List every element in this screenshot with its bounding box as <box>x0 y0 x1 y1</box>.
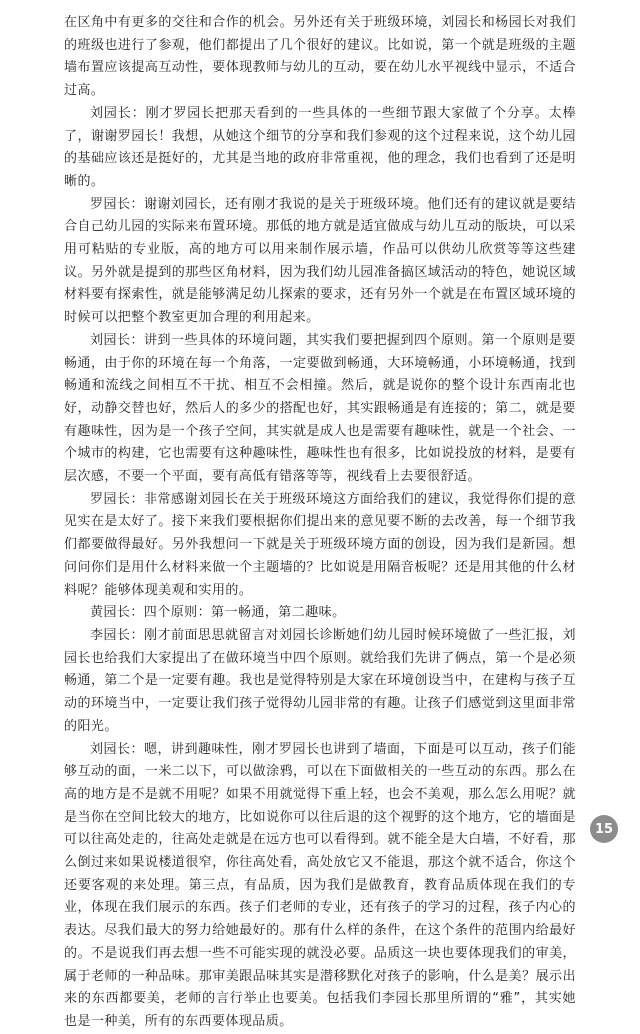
body-text <box>64 12 576 1034</box>
paragraph: 在区角中有更多的交往和合作的机会。另外还有关于班级环境，刘园长和杨园长对我们的班级也进行了参观，他们都提出了几个很好的建议。比如说，第一个就是班级的主题墙布置应该提高互动性，要体现教师与幼儿的互动，要在幼儿水平视线中显示，不适合过高。 <box>64 15 576 99</box>
paragraph: 罗园长：非常感谢刘园长在关于班级环境这方面给我们的建议，我觉得你们提的意见实在是太好了。接下来我们要根据你们提出来的意见要不断的去改善，每一个细节我们都要做得最好。另外我想问一下就是关于班级环境方面的创设，因为我们是新园。想问问你们是用什么材料来做一个主题墙的？比如说是用隔音板呢？还是用其他的什么材料呢？能够体现美观和实用的。 <box>64 491 576 598</box>
paragraph: 黄园长：四个原则：第一畅通，第二趣味。 <box>90 605 346 621</box>
paragraph: 刘园长：讲到一些具体的环境问题，其实我们要把握到四个原则。第一个原则是要畅通，由于你的环境在每一个角落，一定要做到畅通，大环境畅通，小环境畅通，找到畅通和流线之间相互不干扰、相互不会相撞。然后，就是说你的整个设计东西南北也好，动静交替也好，然后人的多少的搭配也好，其实跟畅通是有连接的；第二，就是要有趣味性，因为是一个孩子空间，其实就是成人也是需要有趣味性，就是一个社会、一个城市的构建，它也需要有这种趣味性，趣味性也有很多，比如说投放的材料，是要有层次感，不要一个平面，要有高低有错落等等，视线看上去要很舒适。 <box>64 332 576 485</box>
paragraph: 刘园长：嗯，讲到趣味性，刚才罗园长也讲到了墙面，下面是可以互动，孩子们能够互动的面，一米二以下，可以做涂鸦，可以在下面做相关的一些互动的东西。那么在高的地方是不是就不用呢？如果不用就觉得下重上轻，也会不美观，那么怎么用呢？就是当你在空间比较大的地方，比如说你可以往后退的这个视野的这个地方，它的墙面是可以往高处走的，往高处走就是在远方也可以看得到。就不能全是大白墙，不好看，那么倒过来如果说楼道很窄，你往高处看，高处放它又不能退，那这个就不适合，你这个还要客观的来处理。第三点，有品质，因为我们是做教育，教育品质体现在我们的专业，体现在我们展示的东西。孩子们老师的专业，还有孩子的学习的过程，孩子内心的表达。尽我们最大的努力给她最好的。那有什么样的条件，在这个条件的范围内给最好的。不是说我们再去想一些不可能实现的就没必要。品质这一块也要体现我们的审美，属于老师的一种品味。那审美跟品味其实是潜移默化对孩子的影响，什么是美？展示出来的东西都要美，老师的言行举止也要美。包括我们李园长那里所谓的“雅”，其实她也是一种美，所有的东西要体现品质。 <box>64 741 576 1029</box>
paragraph: 罗园长：谢谢刘园长，还有刚才我说的是关于班级环境。他们还有的建议就是要结合自己幼儿园的实际来布置环境。那低的地方就是适宜做成与幼儿互动的版块，可以采用可粘贴的专业版，高的地方可以用来制作展示墙，作品可以供幼儿欣赏等等这些建议。另外就是提到的那些区角材料，因为我们幼儿园准备搞区域活动的特色，她说区域材料要有探索性，就是能够满足幼儿探索的要求，还有另外一个就是在布置区域环境的时候可以把整个教室更加合理的利用起来。 <box>64 196 576 326</box>
paragraph: 刘园长：刚才罗园长把那天看到的一些具体的一些细节跟大家做了个分享。太棒了，谢谢罗园长！我想，从她这个细节的分享和我们参观的这个过程来说，这个幼儿园的基础应该还是挺好的，尤其是当地的政府非常重视，他的理念，我们也看到了还是明晰的。 <box>64 105 576 189</box>
page-number: 15 <box>590 815 618 843</box>
paragraph: 李园长：刚才前面思思就留言对刘园长诊断她们幼儿园时候环境做了一些汇报，刘园长也给我们大家提出了在做环境当中四个原则。就给我们先讲了俩点，第一个是必须畅通，第二个是一定要有趣。我也是觉得特别是大家在环境创设当中，在建构与孩子互动的环境当中，一定要让我们孩子觉得幼儿园非常的有趣。让孩子们感觉到这里面非常的阳光。 <box>64 627 576 734</box>
